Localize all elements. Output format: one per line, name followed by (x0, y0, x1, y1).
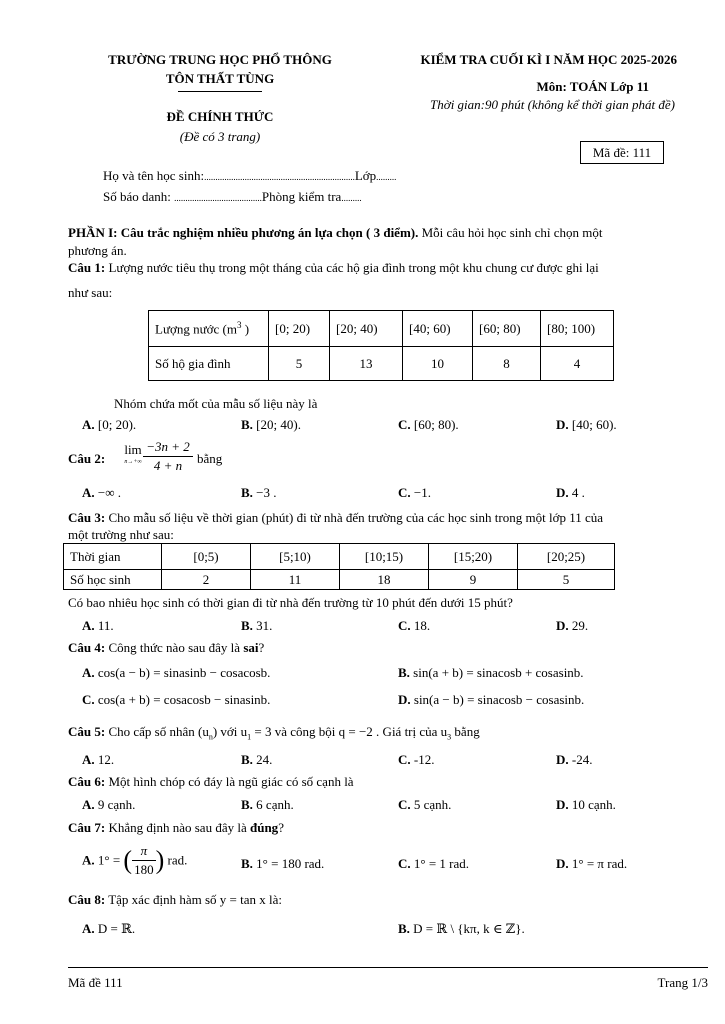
footer-page-number: Trang 1/3 (657, 975, 708, 990)
student-id-line (103, 189, 362, 205)
q1-cell: 10 (403, 347, 473, 381)
q3-cell: 5 (518, 570, 615, 590)
q3-cell: 9 (429, 570, 518, 590)
room-label: Phòng kiểm tra (261, 189, 342, 204)
q1-cell: [20; 40) (330, 311, 403, 347)
q1-cell: 5 (269, 347, 330, 381)
q5-answer-a[interactable]: A. 12. (82, 752, 115, 767)
q3-answer-d[interactable]: D. 29. (556, 618, 589, 633)
q1-row1-head: Lượng nước ($m^3$ ) (149, 311, 269, 347)
q3-answer-a[interactable]: A. 11. (82, 618, 114, 633)
student-name-label: Họ và tên học sinh: (103, 168, 205, 183)
q1-question: Nhóm chứa mốt của mẫu số liệu này là (114, 396, 318, 411)
q5-text-line: Câu 5: Cho cấp số nhân $(u_n)$ với $u_1 = 3$ và công bội q = −2 . Giá trị của $u_3$ bằng (68, 724, 480, 742)
q1-answer-d[interactable]: D. [40; 60). (556, 417, 617, 432)
q1-cell: [0; 20) (269, 311, 330, 347)
q3-cell: 18 (340, 570, 429, 590)
q8-answer-a[interactable]: A. D = ℝ. (82, 921, 136, 936)
q1-text-line1 (68, 260, 599, 276)
q1-cell: [80; 100) (541, 311, 614, 347)
q3-cell: 2 (162, 570, 251, 590)
footer-divider (68, 967, 708, 968)
q1-answer-c[interactable]: C. [60; 80). (398, 417, 459, 432)
q6-answer-b[interactable]: B. 6 cạnh. (241, 797, 294, 812)
q6-answer-c[interactable]: C. 5 cạnh. (398, 797, 452, 812)
q7-paren-open: ( (123, 845, 133, 875)
pages-note: (Đề có 3 trang) (179, 129, 261, 144)
part1-heading-line (68, 225, 603, 241)
q5-answer-b[interactable]: B. 24. (241, 752, 273, 767)
q8-label: Câu 8: (68, 892, 106, 907)
exam-title: KIỂM TRA CUỐI KÌ I NĂM HỌC 2025-2026 (420, 52, 677, 67)
q3-label: Câu 3: (68, 510, 106, 525)
q2-limit: lim n→+∞ (124, 442, 142, 465)
q3-text-line1 (68, 510, 603, 526)
q8-text-line: Câu 8: Tập xác định hàm số y = tan x là: (68, 892, 282, 907)
q7-paren-close: ) (155, 845, 165, 875)
q3-cell: [0;5) (162, 544, 251, 570)
q6-text-line: Câu 6: Một hình chóp có đáy là ngũ giác có số cạnh là (68, 774, 354, 789)
q2-answer-b[interactable]: B. −3 . (241, 485, 277, 500)
q3-text: Cho mẫu số liệu về thời gian (phút) đi từ nhà đến trường của các học sinh trong một lớp 11 của (105, 510, 603, 525)
exam-code-box: Mã đề: 111 (580, 141, 664, 164)
q2-answer-a[interactable]: A. −∞ . (82, 485, 121, 500)
student-id-dots: ....................................... (174, 193, 262, 203)
q3-cell: [15;20) (429, 544, 518, 570)
school-underline (178, 91, 262, 92)
class-dots: ......... (376, 172, 397, 182)
q5-answer-d[interactable]: D. -24. (556, 752, 593, 767)
q1-text-line2: như sau: (68, 285, 113, 300)
q2-answer-d[interactable]: D. 4 . (556, 485, 585, 500)
q1-row2-head: Số hộ gia đình (149, 347, 269, 381)
q3-cell: [5;10) (251, 544, 340, 570)
q2-answer-c[interactable]: C. −1. (398, 485, 431, 500)
q4-text-line: Câu 4: Công thức nào sau đây là sai? (68, 640, 265, 655)
school-name-line2: TÔN THẤT TÙNG (165, 71, 275, 86)
q7-answer-d[interactable]: D. 1° = π rad. (556, 856, 628, 871)
q7-answer-c[interactable]: C. 1° = 1 rad. (398, 856, 470, 871)
q7-answer-b[interactable]: B. 1° = 180 rad. (241, 856, 325, 871)
q1-cell: 13 (330, 347, 403, 381)
q4-answer-c[interactable]: C. cos(a + b) = cosacosb − sinasinb. (82, 692, 271, 707)
q2-label: Câu 2: (68, 451, 106, 466)
part1-instruction-cont: phương án. (68, 243, 127, 258)
q5-answer-c[interactable]: C. -12. (398, 752, 435, 767)
q7-text-line: Câu 7: Khẳng định nào sau đây là đúng? (68, 820, 284, 835)
q1-cell: 4 (541, 347, 614, 381)
student-name-line (103, 168, 396, 184)
q7-emphasis: đúng (249, 820, 279, 835)
q4-answer-d[interactable]: D. sin(a − b) = sinacosb − cosasinb. (398, 692, 585, 707)
q1-label: Câu 1: (68, 260, 106, 275)
q3-text-line2: một trường như sau: (68, 527, 174, 542)
school-name-line1: TRƯỜNG TRUNG HỌC PHỔ THÔNG (108, 52, 332, 67)
class-label: Lớp (354, 168, 377, 183)
q3-row2-head: Số học sinh (64, 570, 162, 590)
student-name-dots: ................................................................... (204, 172, 355, 182)
q3-answer-c[interactable]: C. 18. (398, 618, 431, 633)
student-id-label: Số báo danh: (103, 189, 175, 204)
q3-row1-head: Thời gian (64, 544, 162, 570)
q4-emphasis: sai (243, 640, 259, 655)
q6-answer-d[interactable]: D. 10 cạnh. (556, 797, 616, 812)
q7-fraction: $\frac{\pi}{180}$ (134, 843, 154, 877)
duration-line: Thời gian:90 phút (không kể thời gian phát đề) (430, 97, 675, 112)
q4-answer-a[interactable]: A. cos(a − b) = sinasinb − cosacosb. (82, 665, 271, 680)
q2-fraction: −3n + 2 4 + n (143, 438, 193, 475)
q3-cell: 11 (251, 570, 340, 590)
q1-cell: 8 (473, 347, 541, 381)
q1-cell: [40; 60) (403, 311, 473, 347)
part1-heading: PHẦN I: Câu trắc nghiệm nhiều phương án lựa chọn ( 3 điểm). (68, 225, 419, 240)
q1-text: Lượng nước tiêu thụ trong một tháng của các hộ gia đình trong một khu chung cư được ghi lại (105, 260, 599, 275)
q3-cell: [20;25) (518, 544, 615, 570)
footer-exam-code: Mã đề 111 (68, 975, 123, 990)
q7-answer-a[interactable]: A. 1° = ( $\frac{\pi}{180}$ ) rad. (82, 843, 188, 877)
part1-instruction: Mỗi câu hỏi học sinh chỉ chọn một (418, 225, 603, 240)
official-label: ĐỀ CHÍNH THỨC (166, 109, 274, 124)
q3-answer-b[interactable]: B. 31. (241, 618, 273, 633)
room-dots: ......... (341, 193, 362, 203)
subject-line: Môn: TOÁN Lớp 11 (536, 79, 649, 94)
q6-answer-a[interactable]: A. 9 cạnh. (82, 797, 136, 812)
q5-label: Câu 5: (68, 724, 106, 739)
q3-cell: [10;15) (340, 544, 429, 570)
q1-answer-a[interactable]: A. [0; 20). (82, 417, 137, 432)
q6-label: Câu 6: (68, 774, 106, 789)
q1-answer-b[interactable]: B. [20; 40). (241, 417, 301, 432)
q8-answer-b[interactable]: B. D = ℝ \ {kπ, k ∈ ℤ}. (398, 921, 525, 936)
q2-tail: bằng (197, 451, 223, 466)
q1-cell: [60; 80) (473, 311, 541, 347)
q3-table (63, 543, 615, 590)
q1-table (148, 310, 614, 381)
q7-label: Câu 7: (68, 820, 106, 835)
q4-answer-b[interactable]: B. sin(a + b) = sinacosb + cosasinb. (398, 665, 584, 680)
q3-question: Có bao nhiêu học sinh có thời gian đi từ nhà đến trường từ 10 phút đến dưới 15 phút? (68, 595, 513, 610)
q4-label: Câu 4: (68, 640, 106, 655)
